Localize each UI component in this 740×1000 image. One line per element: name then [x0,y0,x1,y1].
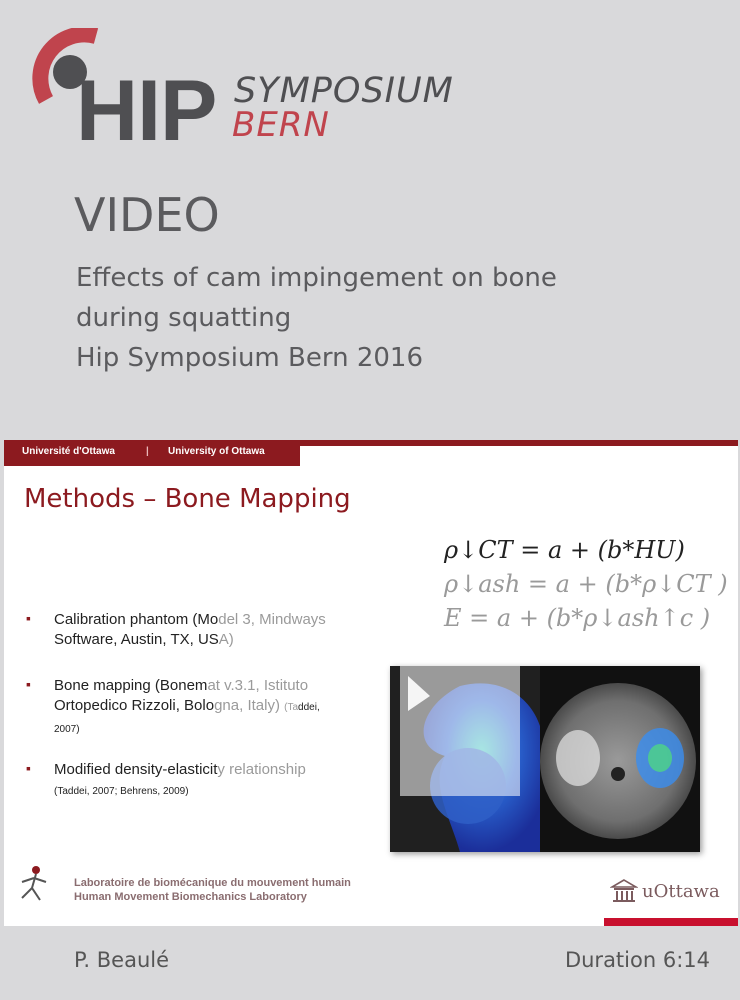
bullet-1-line2-b: A) [218,631,234,648]
bullet-2-line2-b: gna, Italy) [214,697,280,714]
university-bar [4,440,300,466]
video-title-line-3: Hip Symposium Bern 2016 [76,343,423,373]
bullet-2-text-b: at v.3.1, Istituto [207,677,309,694]
video-title-line-2: during squatting [76,303,292,333]
lab-name [74,876,351,904]
author-name: P. Beaulé [74,948,170,972]
video-title-line-1: Effects of cam impingement on bone [76,263,557,293]
bullet-3-text-b: y relationship [217,761,306,778]
building-icon [610,878,638,904]
video-duration: Duration 6:14 [564,948,710,972]
bullet-1-text-b: del 3, Mindways [218,611,326,628]
bullet-marker: ▪ [26,760,31,776]
formula-ash-text: ρ↓ash = a + (b*ρ↓CT ) [444,570,728,598]
lab-name-en: Human Movement Biomechanics Laboratory [74,891,307,903]
bone-mapping-images [390,666,700,852]
uottawa-logo [610,876,720,906]
bullet-1-text-a: Calibration phantom (Mo [54,611,219,628]
lab-name-fr: Laboratoire de biomécanique du mouvement humain [74,877,351,889]
bullet-marker: ▪ [26,676,31,692]
bullet-2-ref-b: ddei, [298,702,320,713]
formula-elastic [444,604,710,632]
bullet-2-text-a: Bone mapping (Bonem [54,677,208,694]
logo-hip-text: HIP [76,63,217,159]
university-en-label: University of Ottawa [168,446,265,457]
video-player-frame[interactable] [4,440,738,926]
logo-symposium-text: SYMPOSIUM [234,71,454,111]
university-fr-label: Université d'Ottawa [22,446,115,457]
bone-scan-image [390,666,700,852]
university-separator: | [146,446,149,457]
video-label: VIDEO [74,188,220,242]
bullet-2-line3: 2007) [54,724,80,735]
bullet-3-line2: (Taddei, 2007; Behrens, 2009) [54,786,189,797]
runner-figure-icon [6,860,56,910]
uottawa-text: uOttawa [642,880,720,902]
formula-ct: ρ↓CT = a + (b*HU) [444,536,685,564]
bullet-1-line2-a: Software, Austin, TX, US [54,631,219,648]
university-bar-extension [300,440,738,446]
slide-red-strip [604,918,738,926]
bullet-2-line2-a: Ortopedico Rizzoli, Bolo [54,697,215,714]
video-title [76,258,696,378]
slide-title: Methods – Bone Mapping [24,484,351,514]
logo-bern-text: BERN [232,105,330,145]
hip-symposium-logo [28,28,488,159]
bullet-3-text-a: Modified density-elasticit [54,761,218,778]
formula-ash [444,570,728,598]
formula-elastic-text: E = a + (b*ρ↓ash↑c ) [444,604,711,632]
bullet-2-ref-a: (Ta [284,702,299,713]
bullet-marker: ▪ [26,610,31,626]
